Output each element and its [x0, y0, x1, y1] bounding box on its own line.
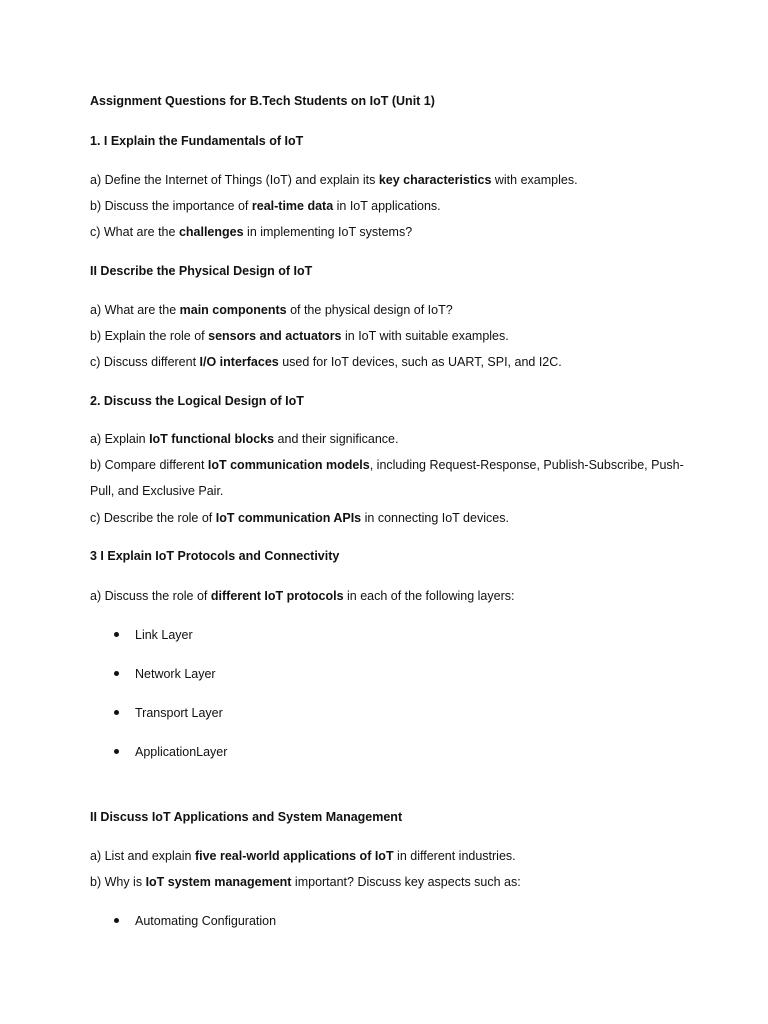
bullet-icon [114, 632, 119, 637]
bullet-item: Automating Configuration [135, 914, 277, 928]
question-item: a) Explain IoT functional blocks and their significance. [90, 432, 399, 446]
bullet-icon [114, 671, 119, 676]
bullet-icon [114, 749, 119, 754]
question-item: b) Discuss the importance of real-time data in IoT applications. [90, 199, 441, 213]
question-item: a) List and explain five real-world applications of IoT in different industries. [90, 849, 516, 863]
question-item: b) Explain the role of sensors and actuators in IoT with suitable examples. [90, 329, 509, 343]
bullet-icon [114, 918, 119, 923]
bullet-item: ApplicationLayer [135, 745, 228, 759]
section-heading: II Discuss IoT Applications and System Management [90, 810, 403, 824]
question-item-continuation: Pull, and Exclusive Pair. [90, 484, 224, 498]
bullet-icon [114, 710, 119, 715]
section-heading: II Describe the Physical Design of IoT [90, 264, 313, 278]
bullet-item: Transport Layer [135, 706, 223, 720]
question-item: a) Discuss the role of different IoT protocols in each of the following layers: [90, 589, 515, 603]
question-item: c) Discuss different I/O interfaces used for IoT devices, such as UART, SPI, and I2C. [90, 355, 562, 369]
question-item: a) What are the main components of the physical design of IoT? [90, 303, 453, 317]
question-item: c) What are the challenges in implementing IoT systems? [90, 225, 413, 239]
bullet-item: Link Layer [135, 628, 193, 642]
document-title: Assignment Questions for B.Tech Students on IoT (Unit 1) [90, 94, 435, 108]
section-heading: 2. Discuss the Logical Design of IoT [90, 394, 304, 408]
question-item: a) Define the Internet of Things (IoT) and explain its key characteristics with examples. [90, 173, 578, 187]
section-heading: 3 I Explain IoT Protocols and Connectivity [90, 549, 340, 563]
bullet-item: Network Layer [135, 667, 216, 681]
question-item: b) Why is IoT system management important? Discuss key aspects such as: [90, 875, 521, 889]
question-item: b) Compare different IoT communication models, including Request-Response, Publish-Subscribe, Push- [90, 458, 684, 472]
question-item: c) Describe the role of IoT communication APIs in connecting IoT devices. [90, 511, 509, 525]
section-heading: 1. I Explain the Fundamentals of IoT [90, 134, 304, 148]
